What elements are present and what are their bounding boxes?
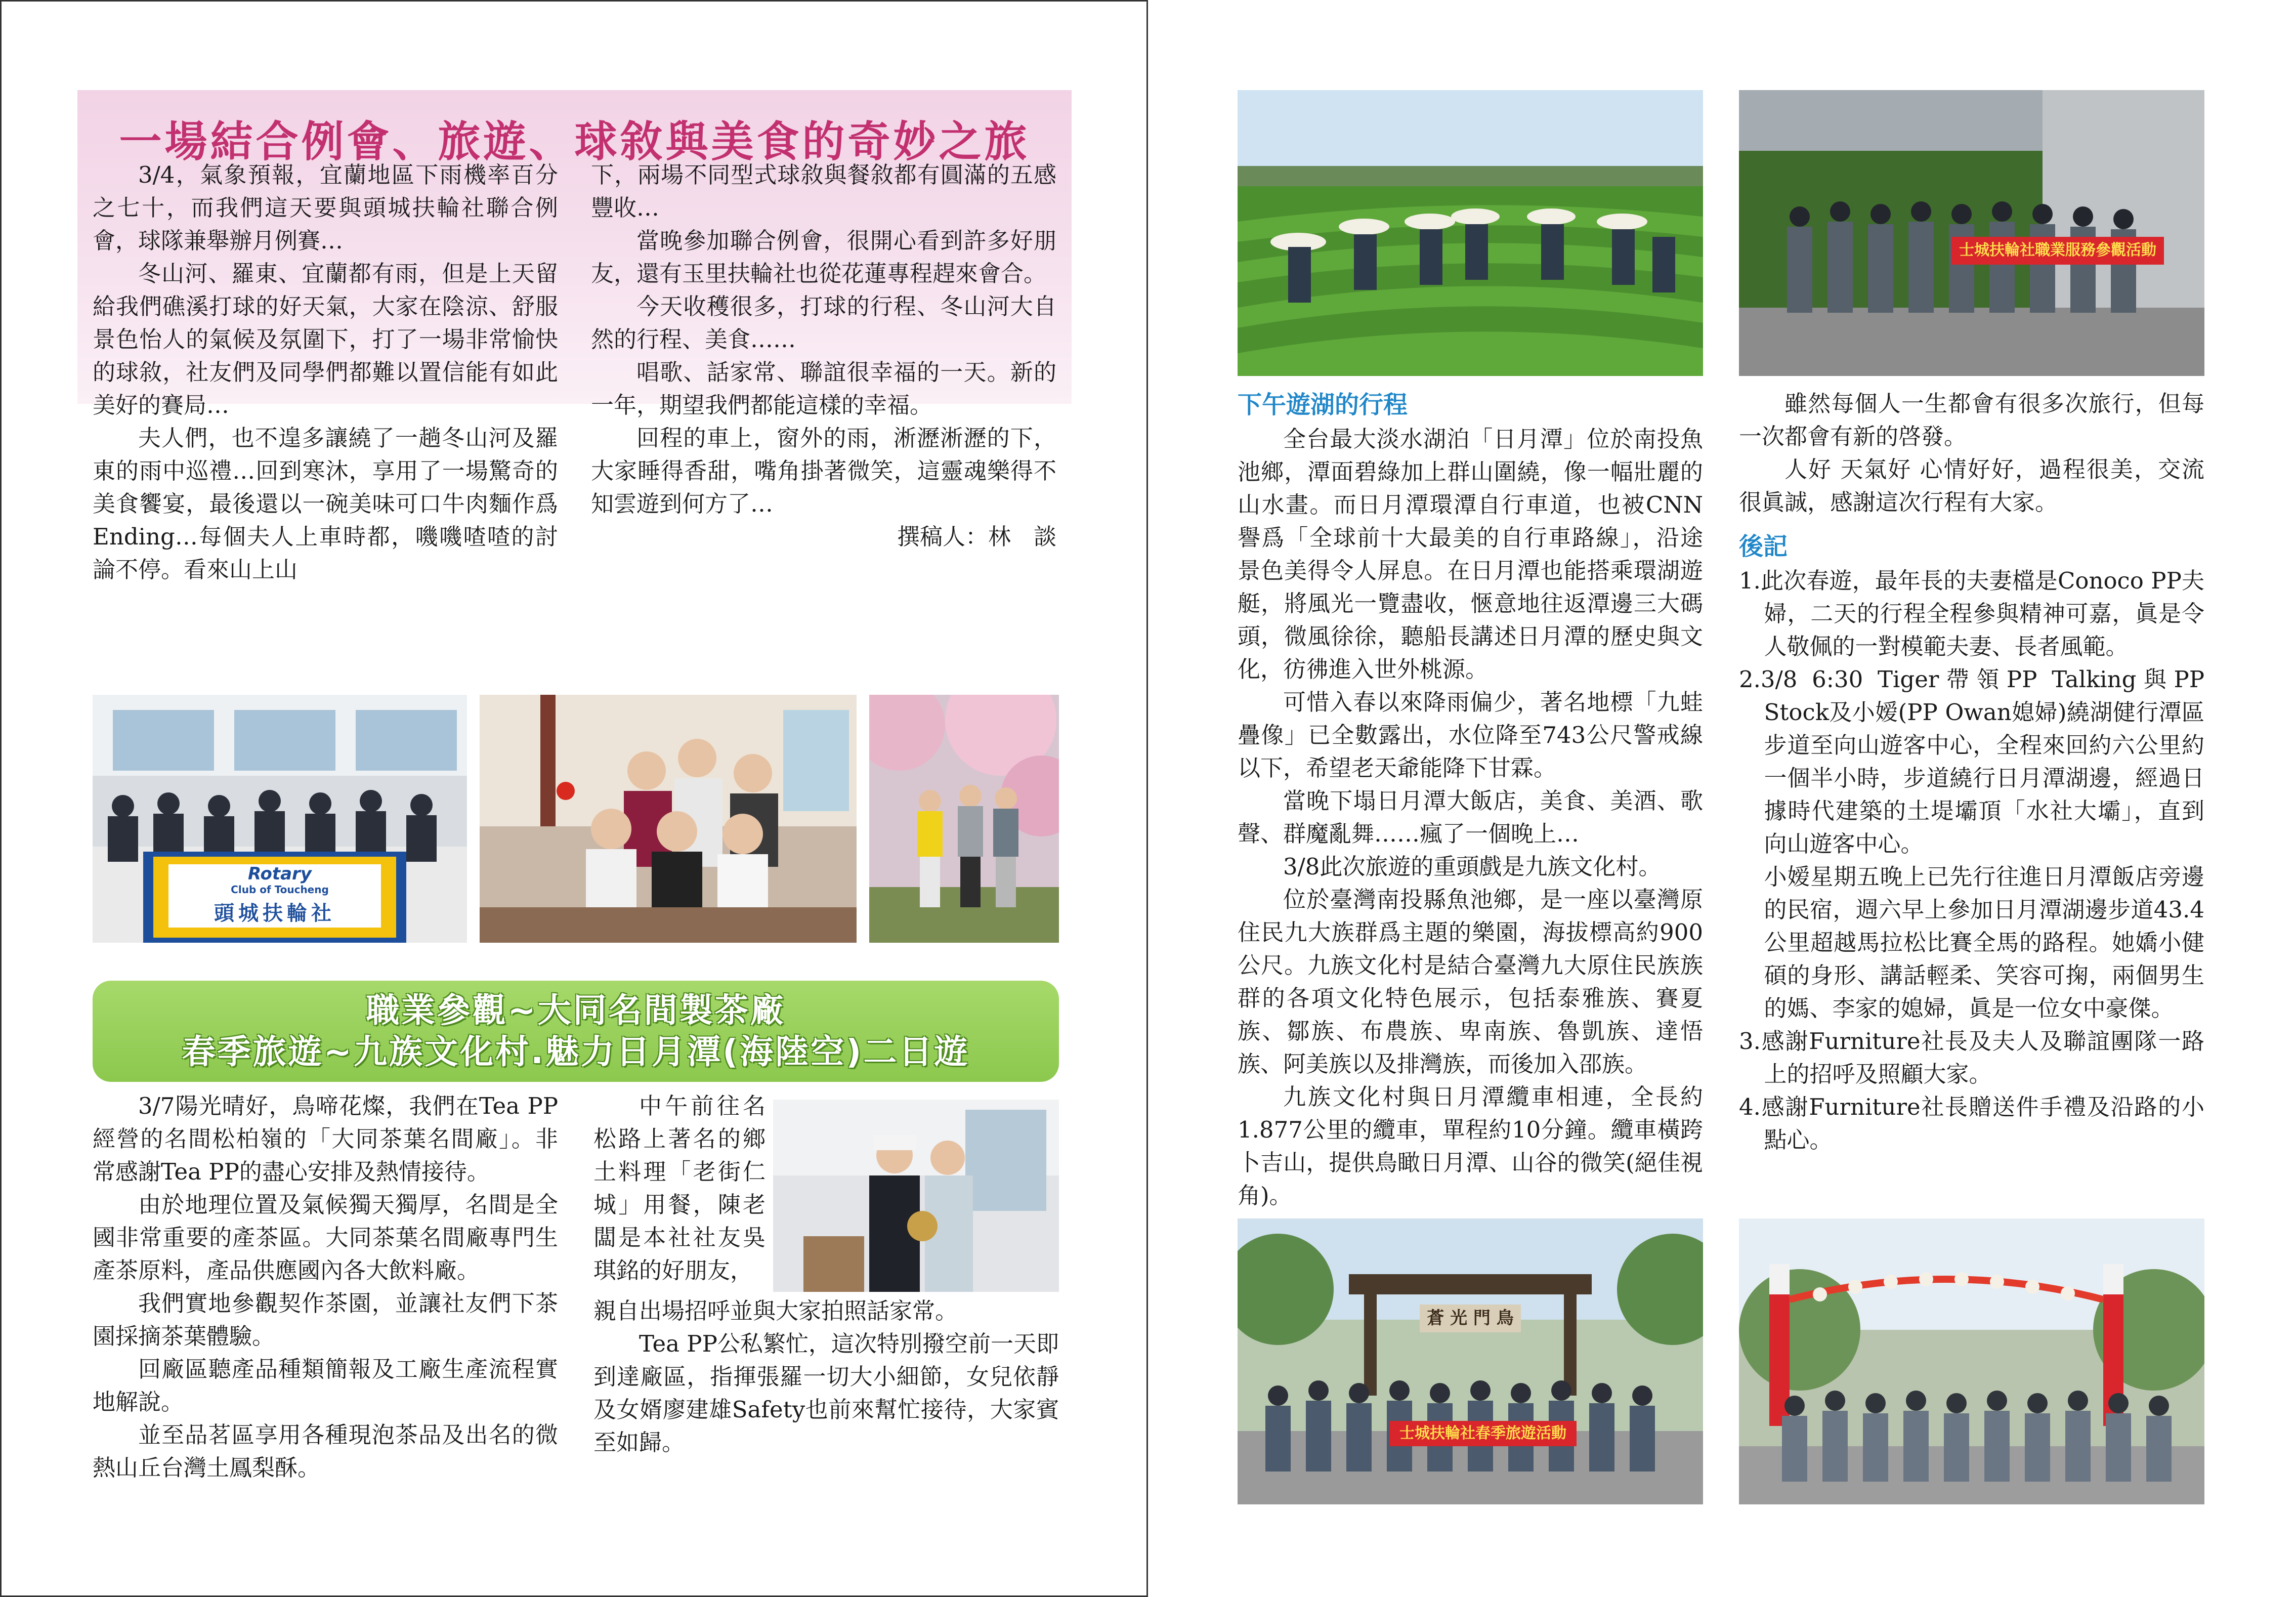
gate-sign: 蒼 光 門 鳥 (1427, 1308, 1514, 1328)
paragraph: 全台最大淡水湖泊「日月潭」位於南投魚池鄉，潭面碧綠加上群山圍繞，像一幅壯麗的山水畫。而日月潭環潭自行車道，也被CNN譽爲「全球前十大最美的自行車路線」，沿途景色美得令人屏息。在日月潭也能搭乘環湖遊艇，將風光一覽盡收，愜意地往返潭邊三大碼頭，微風徐徐，聽船長講述日月潭的歷史與文化，彷彿進入世外桃源。 (1238, 426, 1703, 683)
article1-col2 (591, 158, 1056, 553)
note-item: 3.感謝Furniture社長及夫人及聯誼團隊一路上的招呼及照顧大家。 (1739, 1028, 2204, 1087)
banner-vocational-visit: 士城扶輪社職業服務參觀活動 (1959, 241, 2156, 259)
article1-title: 一場結合例會、旅遊、球敘與美食的奇妙之旅 (119, 117, 1030, 166)
section-heading-postscript: 後記 (1739, 532, 1788, 561)
paragraph: 人好 天氣好 心情好好，過程很美，交流很眞誠，感謝這次行程有大家。 (1739, 456, 2204, 516)
photo-award-presentation (773, 1100, 1059, 1292)
paragraph: 當晚下塌日月潭大飯店，美食、美酒、歌聲、群魔亂舞……瘋了一個晚上… (1238, 787, 1703, 847)
paragraph: 親自出場招呼並與大家拍照話家常。 (593, 1297, 958, 1324)
right-col1 (1238, 387, 1703, 1212)
banner-spring-trip: 士城扶輪社春季旅遊活動 (1399, 1424, 1566, 1442)
paragraph: 3/7陽光晴好，鳥啼花燦，我們在Tea PP經營的名間松柏嶺的「大同茶葉名間廠」。非常感謝Tea PP的盡心安排及熱情接待。 (93, 1092, 558, 1185)
article2-title-line1: 職業參觀~大同名間製茶廠 (366, 991, 786, 1030)
paragraph: 由於地理位置及氣候獨天獨厚，名間是全國非常重要的產茶區。大同茶葉名間廠專門生產茶原料，產品供應國內各大飲料廠。 (93, 1191, 558, 1284)
photo-dinner-party (480, 695, 857, 943)
paragraph: 當晚參加聯合例會，很開心看到許多好朋友，還有玉里扶輪社也從花蓮專程趕來會合。 (591, 227, 1056, 287)
banner-rotary: Rotary (248, 864, 312, 884)
paragraph: 我們實地參觀契作茶園，並讓社友們下茶園採摘茶葉體驗。 (93, 1290, 558, 1350)
note-item: 小嫒星期五晚上已先行往進日月潭飯店旁邊的民宿，週六早上參加日月潭湖邊步道43.4公里超越馬拉松比賽全馬的路程。她嬌小健碩的身形、講話輕柔、笑容可掬，兩個男生的媽、李家的媳婦，眞是一位女中豪傑。 (1764, 863, 2204, 1022)
paragraph: 今天收穫很多，打球的行程、冬山河大自然的行程、美食…… (591, 293, 1056, 353)
paragraph: 下，兩場不同型式球敘與餐敘都有圓滿的五感豐收… (591, 161, 1056, 221)
paragraph: 九族文化村與日月潭纜車相連，全長約1.877公里的纜車，單程約10分鐘。纜車橫跨卜吉山，提供鳥瞰日月潭、山谷的微笑(絕佳視角)。 (1238, 1083, 1703, 1209)
photo-group-gate (1238, 1218, 1703, 1504)
paragraph: 雖然每個人一生都會有很多次旅行，但每一次都會有新的啓發。 (1739, 390, 2204, 450)
article2-title-band (93, 981, 1059, 1082)
banner-club-name: 頭城扶輪社 (214, 902, 335, 925)
photo-tea-garden (1238, 90, 1703, 376)
photo-festival-group (1739, 1218, 2204, 1504)
section-heading-lake: 下午遊湖的行程 (1238, 391, 1408, 419)
paragraph: 回廠區聽產品種類簡報及工廠生產流程實地解說。 (93, 1356, 558, 1415)
paragraph: 位於臺灣南投縣魚池鄉，是一座以臺灣原住民九大族群爲主題的樂園，海拔標高約900公尺。九族文化村是結合臺灣九大原住民族族群的各項文化特色展示，包括泰雅族、賽夏族、鄒族、布農族、卑南族、魯凱族、達悟族、阿美族以及排灣族，而後加入邵族。 (1238, 886, 1703, 1077)
right-col2 (1739, 387, 2204, 1156)
right-page (1148, 0, 2296, 1597)
paragraph: 並至品茗區享用各種現泡茶品及出名的微熱山丘台灣土鳳梨酥。 (93, 1421, 558, 1481)
byline: 撰稿人：林 談 (897, 523, 1056, 550)
paragraph: 夫人們，也不遑多讓繞了一趟冬山河及羅東的雨中巡禮…回到寒沐，享用了一場驚奇的美食饗宴，最後還以一碗美味可口牛肉麵作爲Ending…每個夫人上車時都，嘰嘰喳喳的討論不停。看來山上山 (93, 425, 558, 583)
article2-col1 (93, 1089, 558, 1484)
paragraph: 可惜入春以來降雨偏少，著名地標「九蛙疊像」已全數露出，水位降至743公尺警戒線以下，希望老天爺能降下甘霖。 (1238, 689, 1703, 781)
article2-col2 (593, 1294, 1059, 1459)
paragraph: 唱歌、話家常、聯誼很幸福的一天。新的一年，期望我們都能這樣的幸福。 (591, 359, 1056, 418)
paragraph: 3/4，氣象預報，宜蘭地區下雨機率百分之七十，而我們這天要與頭城扶輪社聯合例會，球隊兼舉辦月例賽… (93, 161, 558, 254)
paragraph: 冬山河、羅東、宜蘭都有雨，但是上天留給我們礁溪打球的好天氣，大家在陰涼、舒服景色怡人的氣候及氛圍下，打了一場非常愉快的球敘，社友們及同學們都難以置信能有如此美好的賽局… (93, 260, 558, 418)
article2-title-line2: 春季旅遊~九族文化村.魅力日月潭(海陸空)二日遊 (182, 1032, 970, 1071)
article2-col2-top (593, 1089, 766, 1287)
paragraph: 中午前往名松路上著名的鄉土料理「老街仁城」用餐，陳老闆是本社社友吳琪銘的好朋友， (593, 1092, 766, 1284)
paragraph: 回程的車上，窗外的雨，淅瀝淅瀝的下，大家睡得香甜，嘴角掛著微笑，這靈魂樂得不知雲遊到何方了… (591, 425, 1056, 517)
note-item: 2.3/8 6:30 Tiger帶領PP Talking與PP Stock及小嫒(PP Owan媳婦)繞湖健行潭區步道至向山遊客中心，全程來回約六公里約一個半小時，步道繞行日月潭湖邊，經過日據時代建築的土堤壩頂「水社大壩」，直到向山遊客中心。 (1739, 666, 2204, 857)
article1-col1 (93, 158, 558, 586)
photo-golf-cherry-blossom (869, 695, 1059, 943)
photo-factory-group (1739, 90, 2204, 376)
photo-meeting (93, 695, 467, 943)
note-item: 1.此次春遊，最年長的夫妻檔是Conoco PP夫婦，二天的行程全程參與精神可嘉，眞是令人敬佩的一對模範夫妻、長者風範。 (1739, 567, 2204, 660)
note-item: 4.感謝Furniture社長贈送件手禮及沿路的小點心。 (1739, 1094, 2204, 1153)
paragraph: 3/8此次旅遊的重頭戲是九族文化村。 (1283, 853, 1662, 880)
paragraph: Tea PP公私繁忙，這次特別撥空前一天即到達廠區，指揮張羅一切大小細節，女兒依靜及女婿廖建雄Safety也前來幫忙接待，大家賓至如歸。 (593, 1330, 1059, 1456)
banner-club: Club of Toucheng (231, 884, 329, 896)
